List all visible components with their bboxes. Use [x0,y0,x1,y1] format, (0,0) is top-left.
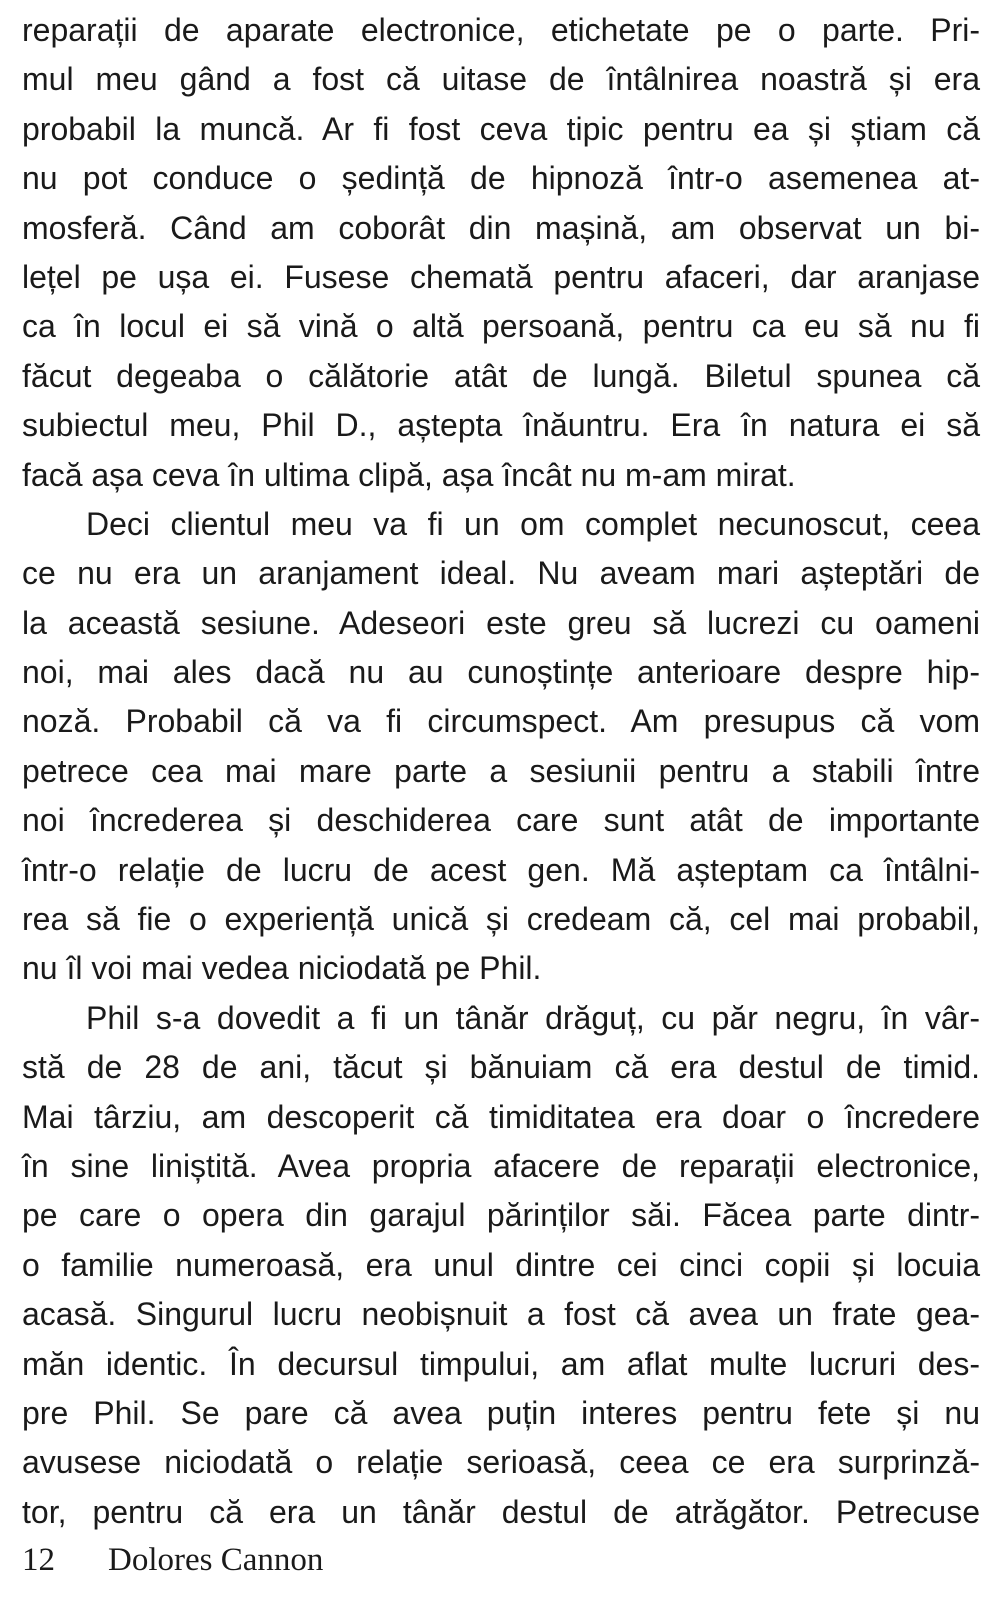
paragraph [22,500,980,994]
text-line: reparații de aparate electronice, etichetate pe o parte. Pri- [22,12,980,48]
text-line: facă așa ceva în ultima clipă, așa încât nu m-am mirat. [22,456,796,493]
text-line: subiectul meu, Phil D., aștepta înăuntru. Era în natura ei să [22,407,980,444]
text-line: Phil s-a dovedit a fi un tânăr drăguț, cu păr negru, în vâr- [86,999,980,1036]
text-line: Deci clientul meu va fi un om complet necunoscut, ceea [86,505,980,542]
text-line: tor, pentru că era un tânăr destul de atrăgător. Petrecuse [22,1493,980,1530]
body-text [22,6,980,1537]
text-line: acasă. Singurul lucru neobișnuit a fost că avea un frate gea- [22,1296,980,1333]
text-line: făcut degeaba o călătorie atât de lungă. Biletul spunea că [22,357,980,394]
text-line: noi încrederea și deschiderea care sunt atât de importante [22,802,980,839]
text-line: în sine liniștită. Avea propria afacere de reparații electronice, [22,1147,980,1184]
running-footer-author: Dolores Cannon [108,1542,324,1578]
text-line: petrece cea mai mare parte a sesiunii pentru a stabili între [22,752,980,789]
paragraph [22,994,980,1537]
text-line: probabil la muncă. Ar fi fost ceva tipic pentru ea și știam că [22,110,980,147]
text-line: noi, mai ales dacă nu au cunoștințe anterioare despre hip- [22,654,980,691]
text-line: ca în locul ei să vină o altă persoană, pentru ca eu să nu fi [22,308,980,345]
text-line: avusese niciodată o relație serioasă, ceea ce era surprinză- [22,1444,980,1481]
text-line: măn identic. În decursul timpului, am aflat multe lucruri des- [22,1345,980,1382]
text-line: rea să fie o experiență unică și credeam că, cel mai probabil, [22,901,980,938]
paragraph [22,6,980,500]
text-line: pre Phil. Se pare că avea puțin interes pentru fete și nu [22,1394,980,1431]
text-line: noză. Probabil că va fi circumspect. Am presupus că vom [22,703,980,740]
text-line: pe care o opera din garajul părinților săi. Făcea parte dintr- [22,1197,980,1234]
text-line: lețel pe ușa ei. Fusese chemată pentru afaceri, dar aranjase [22,258,980,295]
text-line: o familie numeroasă, era unul dintre cei cinci copii și locuia [22,1246,980,1283]
text-line: nu îl voi mai vedea niciodată pe Phil. [22,950,542,987]
text-line: stă de 28 de ani, tăcut și bănuiam că era destul de timid. [22,1049,980,1086]
page-number: 12 [22,1542,55,1578]
text-line: ce nu era un aranjament ideal. Nu aveam mari așteptări de [22,555,980,592]
text-line: nu pot conduce o ședință de hipnoză într-o asemenea at- [22,160,980,197]
text-line: într-o relație de lucru de acest gen. Mă așteptam ca întâlni- [22,851,980,888]
text-line: la această sesiune. Adeseori este greu să lucrezi cu oameni [22,604,980,641]
page-footer [22,1542,323,1579]
text-line: mosferă. Când am coborât din mașină, am observat un bi- [22,209,980,246]
text-line: mul meu gând a fost că uitase de întâlnirea noastră și era [22,61,980,98]
text-line: Mai târziu, am descoperit că timiditatea era doar o încredere [22,1098,980,1135]
